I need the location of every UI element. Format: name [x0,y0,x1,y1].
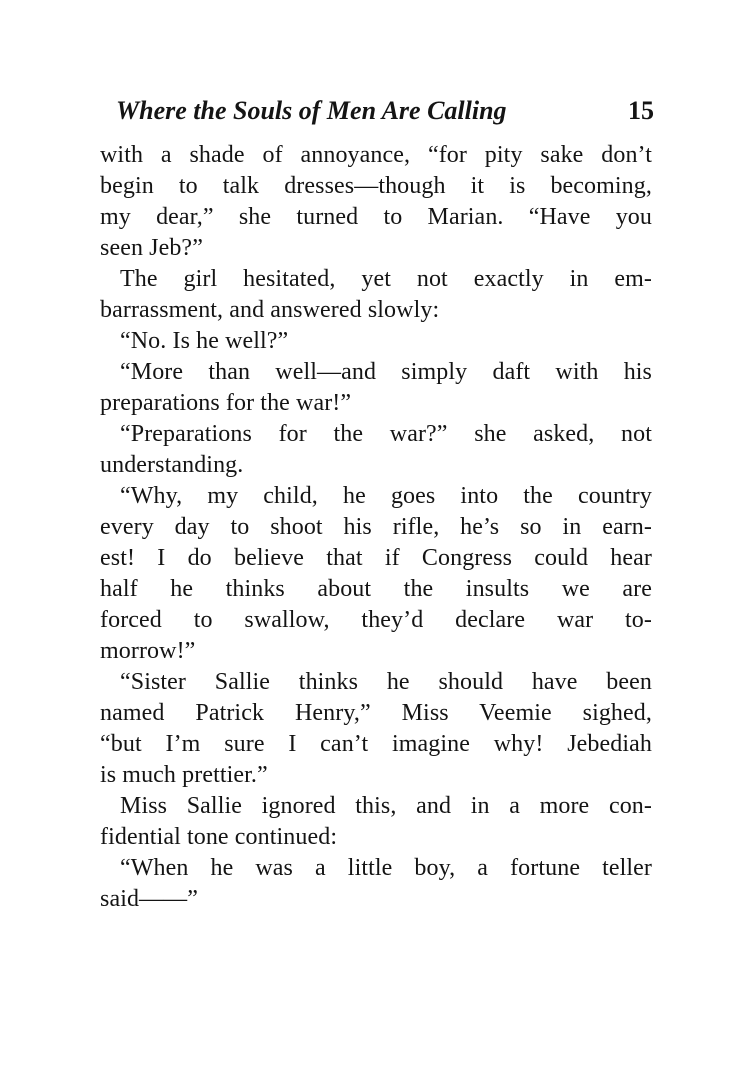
running-title: Where the Souls of Men Are Calling [116,96,507,125]
text-line: fidential tone continued: [100,824,338,850]
text-line: understanding. [100,452,244,478]
text-line: est! I do believe that if Congress could hear [100,545,652,571]
text-line: Miss Sallie ignored this, and in a more con- [120,793,652,819]
running-head [116,94,660,128]
page-number: 15 [628,96,654,125]
text-line: preparations for the war!” [100,390,352,416]
text-line: said——” [100,886,199,912]
text-line: “No. Is he well?” [120,328,289,354]
text-line: half he thinks about the insults we are [100,576,652,602]
text-line: barrassment, and answered slowly: [100,297,440,323]
text-line: every day to shoot his rifle, he’s so in earn- [100,514,652,540]
text-line: my dear,” she turned to Marian. “Have you [100,204,652,230]
body-text [100,140,652,915]
text-line: “Preparations for the war?” she asked, not [120,421,652,447]
text-line: “When he was a little boy, a fortune teller [120,855,652,881]
text-line: begin to talk dresses—though it is becoming, [100,173,652,199]
text-line: “Why, my child, he goes into the country [120,483,652,509]
text-line: “More than well—and simply daft with his [120,359,652,385]
text-line: is much prettier.” [100,762,268,788]
text-line: The girl hesitated, yet not exactly in em- [120,266,652,292]
text-line: “Sister Sallie thinks he should have been [120,669,652,695]
text-line: forced to swallow, they’d declare war to- [100,607,652,633]
text-line: named Patrick Henry,” Miss Veemie sighed, [100,700,652,726]
text-line: with a shade of annoyance, “for pity sake don’t [100,142,652,168]
text-line: seen Jeb?” [100,235,203,261]
text-line: morrow!” [100,638,196,664]
text-line: “but I’m sure I can’t imagine why! Jebediah [100,731,652,757]
